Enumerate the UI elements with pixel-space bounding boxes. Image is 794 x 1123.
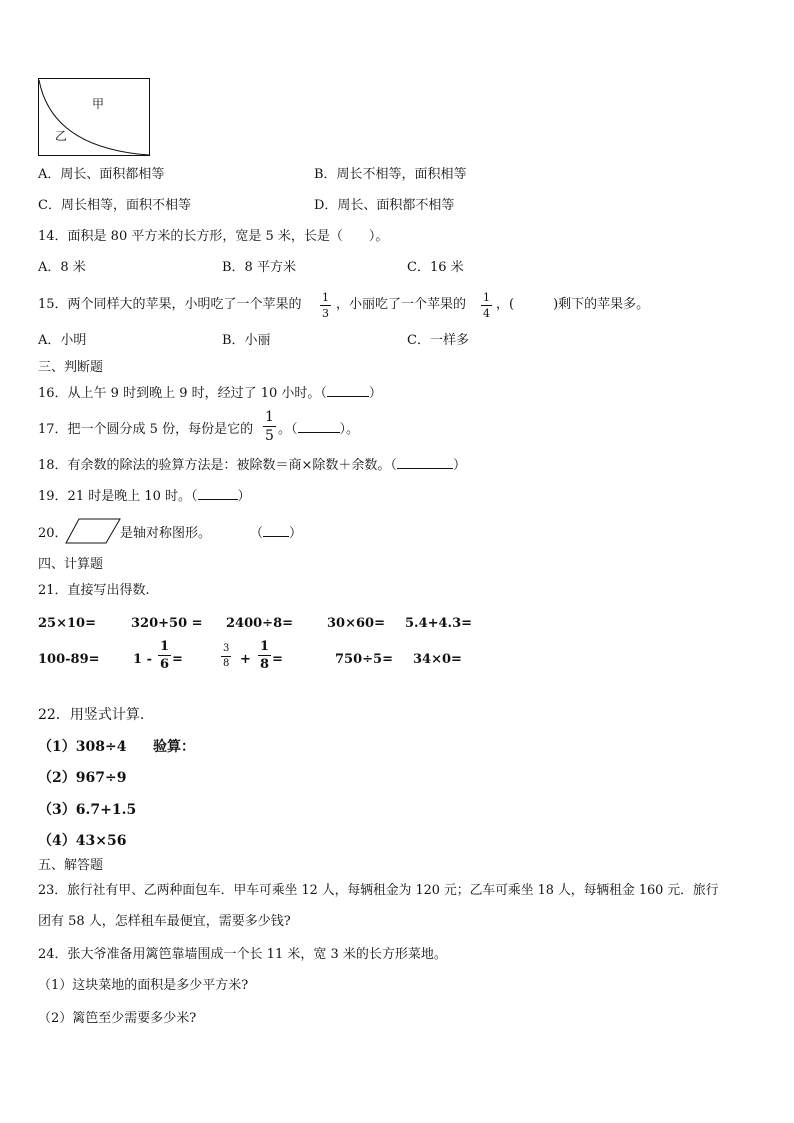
q21-r2-c2-fraction [158,640,171,671]
q21-r2-c3-denominator-2: 8 [260,657,270,672]
q21-r2-c2-eq: = [172,652,183,667]
q21-r2-c3-denominator-1: 8 [223,658,230,669]
q16-stem: 16．从上午 9 时到晚上 9 时，经过了 10 小时。（ [38,386,327,401]
q21-r2-c3-numerator-2: 1 [260,639,270,654]
q14-option-b: B．8 平方米 [222,260,296,275]
q23-line-2: 团有 58 人，怎样租车最便宜，需要多少钱? [38,914,291,929]
q18-stem: 18．有余数的除法的验算方法是：被除数＝商×除数＋余数。（ [38,458,397,473]
q21-r1-c2: 320+50 = [131,616,203,631]
figure-label-jia: 甲 [92,97,105,111]
q21-r2-c4: 750÷5= [335,652,393,667]
square-quarter-circle-figure [38,78,152,158]
q18-close: ） [452,458,466,473]
q16-close: ） [368,386,382,401]
q14-stem: 14．面积是 80 平方米的长方形，宽是 5 米，长是（ ）。 [38,229,389,244]
q17-close: ）。 [339,422,360,437]
q17-fraction-numerator: 1 [265,409,274,425]
q15-fraction-1-numerator: 1 [322,291,329,304]
q21-r2-c3-fraction-2 [258,640,271,671]
section-5-title: 五、解答题 [38,858,104,873]
q22-check-label: 验算： [153,739,195,755]
q21-r2-c3-plus: + [240,652,251,667]
q17-tail [278,423,359,436]
q21-r1-c3: 2400÷8= [226,616,294,631]
q22-item-1: （1）308÷4 [38,739,127,755]
q14-option-a: A．8 米 [38,260,86,275]
q15-stem-part3: ，( )剩下的苹果多。 [496,297,650,312]
q18-answer-blank[interactable] [397,468,453,469]
q21-r1-c1: 25×10= [38,616,96,631]
q17-fraction-denominator: 5 [265,428,274,444]
q21-r2-c3-eq: = [272,652,283,667]
parallelogram-icon [65,518,121,544]
q21-r2-c1: 100-89= [38,652,100,667]
q17-answer-blank[interactable] [298,432,340,433]
figure-label-yi: 乙 [55,129,68,143]
q17-tail-text: 。（ [278,422,298,437]
q24-sub-1: （1）这块菜地的面积是多少平方米? [38,978,249,993]
q20-number: 20． [38,526,68,541]
q22-stem: 22．用竖式计算. [38,707,145,723]
q20-answer [250,527,302,540]
q24-stem: 24．张大爷准备用篱笆靠墙围成一个长 11 米，宽 3 米的长方形菜地。 [38,947,447,962]
q21-r2-c3-fraction-1 [221,644,231,669]
section-3-title: 三、判断题 [38,360,104,375]
q20-paren-open: （ [250,526,264,541]
figure-arc [39,80,149,155]
q22-item-4: （4）43×56 [38,833,127,849]
q15-option-b: B．小丽 [222,333,271,348]
q20-text: 是轴对称图形。 [120,526,212,541]
q16-answer-blank[interactable] [327,396,369,397]
q15-fraction-1 [320,292,331,319]
q20-paren-close: ） [289,526,303,541]
q21-r1-c4: 30×60= [327,616,385,631]
q22-item-2: （2）967÷9 [38,770,127,786]
q19-close: ） [237,489,251,504]
q17-stem: 17．把一个圆分成 5 份，每份是它的 [38,422,254,437]
q14-option-c: C．16 米 [407,260,464,275]
q21-r2-c2-numerator: 1 [160,639,170,654]
q15-fraction-2-numerator: 1 [483,291,490,304]
q21-r1-c5: 5.4+4.3= [405,616,473,631]
q21-r2-c2-prefix: 1 - [133,652,152,667]
q21-r2-c2-denominator: 6 [160,657,170,672]
q21-stem: 21．直接写出得数. [38,583,150,598]
q20-answer-blank[interactable] [263,536,289,537]
q21-r2-c3-numerator-1: 3 [221,644,231,657]
q21-r2-c5: 34×0= [413,652,462,667]
q15-fraction-2-denominator: 4 [483,307,490,320]
q19-stem: 19．21 时是晚上 10 时。（ [38,489,198,504]
q23-line-1: 23．旅行社有甲、乙两种面包车．甲车可乘坐 12 人，每辆租金为 120 元；乙车可乘坐 18 人，每辆租金 160 元．旅行 [38,883,719,898]
q13-option-d: D．周长、面积都不相等 [314,198,455,213]
q19-text [38,490,251,503]
q15-option-a: A．小明 [38,333,87,348]
q24-sub-2: （2）篱笆至少需要多少米? [38,1011,197,1026]
q19-answer-blank[interactable] [198,499,238,500]
section-4-title: 四、计算题 [38,557,104,572]
q13-option-b: B．周长不相等，面积相等 [314,167,467,182]
q13-option-a: A．周长、面积都相等 [38,167,165,182]
q17-fraction [263,410,276,443]
q22-item-3: （3）6.7+1.5 [38,802,137,818]
q13-option-c: C．周长相等，面积不相等 [38,198,191,213]
q15-stem-part1: 15．两个同样大的苹果，小明吃了一个苹果的 [38,297,302,312]
q16-text [38,387,382,400]
q18-text [38,459,466,472]
q15-fraction-1-denominator: 3 [322,307,329,320]
q15-stem-part2: ，小丽吃了一个苹果的 [336,297,467,312]
q15-option-c: C．一样多 [407,333,469,348]
q15-fraction-2 [481,292,492,319]
